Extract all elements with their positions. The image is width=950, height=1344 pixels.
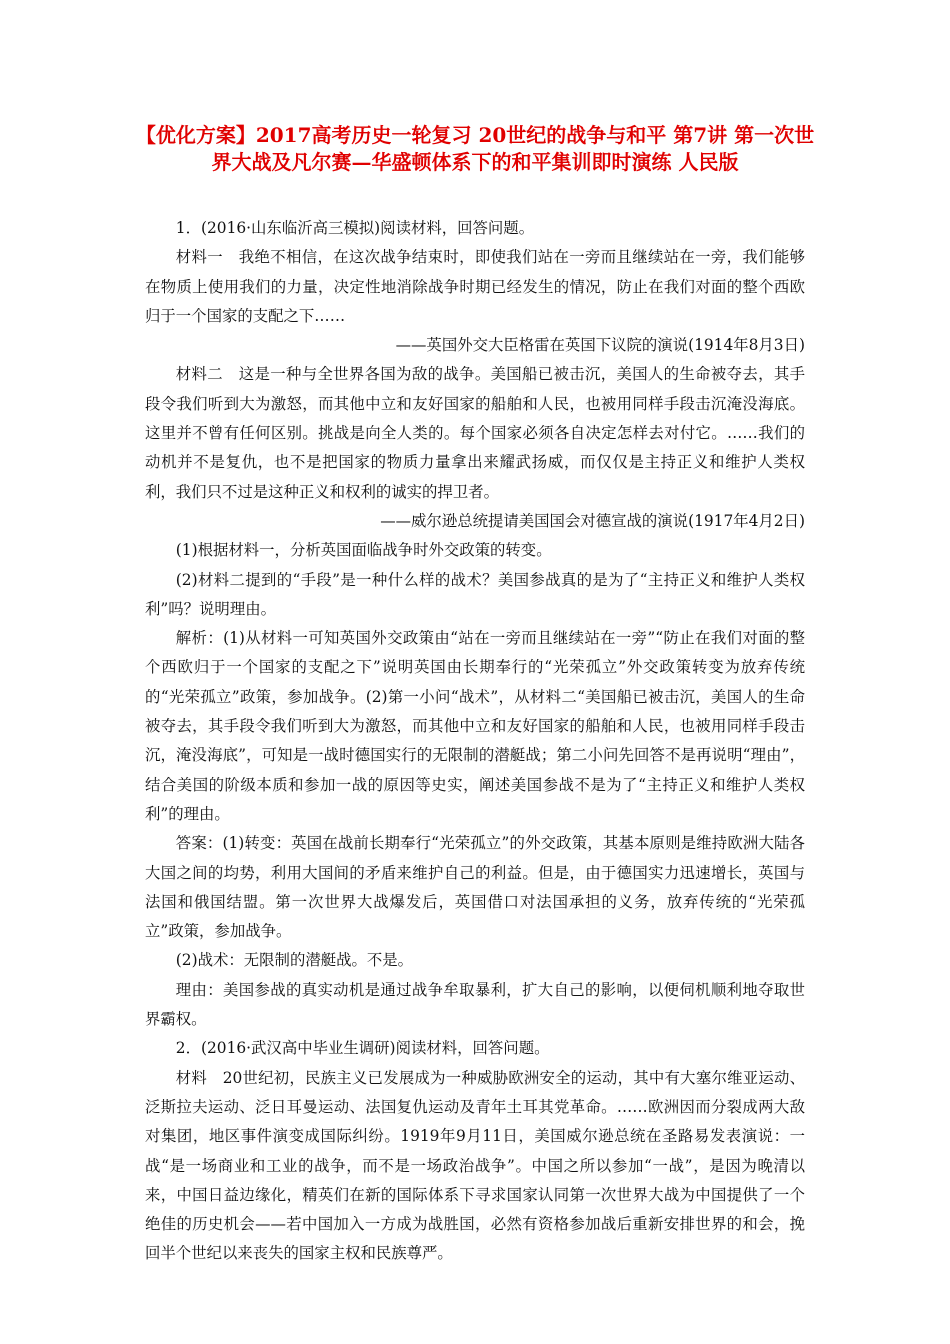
paragraph: 答案：(1)转变：英国在战前长期奉行“光荣孤立”的外交政策，其基本原则是维持欧洲大陆各大国之间的均势，利用大国间的矛盾来维护自己的利益。但是，由于德国实力迅速增长，英国与法国和俄国结盟。第一次世界大战爆发后，英国借口对法国承担的义务，放弃传统的“光荣孤立”政策，参加战争。	[145, 834, 805, 941]
paragraph: 理由：美国参战的真实动机是通过战争牟取暴利，扩大自己的影响，以便伺机顺利地夺取世界霸权。	[145, 980, 805, 1029]
paragraph: (2)材料二提到的“手段”是一种什么样的战术？美国参战真的是为了“主持正义和维护人类权利”吗？说明理由。	[145, 570, 805, 618]
paragraph: 解析：(1)从材料一可知英国外交政策由“站在一旁而且继续站在一旁”“防止在我们对面的整个西欧归于一个国家的支配之下”说明英国由长期奉行的“光荣孤立”外交政策转变为放弃传统的“光荣孤立”政策，参加战争。(2)第一小问“战术”，从材料二“美国船已被击沉，美国人的生命被夺去，其手段令我们听到大为激怒，而其他中立和友好国家的船舶和人民，也被用同样手段击沉，淹没海底”，可知是一战时德国实行的无限制的潜艇战；第二小问先回答不是再说明“理由”，结合美国的阶级本质和参加一战的原因等史实，阐述美国参战不是为了“主持正义和维护人类权利”的理由。	[145, 629, 805, 823]
paragraph: (2)战术：无限制的潜艇战。不是。	[175, 951, 414, 970]
source-citation: ——英国外交大臣格雷在英国下议院的演说(1914年8月3日)	[395, 336, 805, 355]
document-title: 【优化方案】2017高考历史一轮复习 20世纪的战争与和平 第7讲 第一次世界大战及凡尔赛—华盛顿体系下的和平集训即时演练 人民版	[135, 123, 815, 174]
paragraph: 1．(2016·山东临沂高三模拟)阅读材料，回答问题。	[175, 219, 535, 237]
source-citation: ——威尔逊总统提请美国国会对德宣战的演说(1917年4月2日)	[380, 511, 805, 530]
paragraph: 材料 20世纪初，民族主义已发展成为一种威胁欧洲安全的运动，其中有大塞尔维亚运动、泛斯拉夫运动、泛日耳曼运动、法国复仇运动及青年土耳其党革命。……欧洲因而分裂成两大敌对集团，地区事件演变成国际纠纷。1919年9月11日，美国威尔逊总统在圣路易发表演说：一战“是一场商业和工业的战争，而不是一场政治战争”。中国之所以参加“一战”，是因为晚清以来，中国日益边缘化，精英们在新的国际体系下寻求国家认同第一次世界大战为中国提供了一个绝佳的历史机会——若中国加入一方成为战胜国，必然有资格参加战后重新安排世界的和会，挽回半个世纪以来丧失的国家主权和民族尊严。	[145, 1068, 805, 1263]
paragraph: 材料一 我绝不相信，在这次战争结束时，即使我们站在一旁而且继续站在一旁，我们能够在物质上使用我们的力量，决定性地消除战争时期已经发生的情况，防止在我们对面的整个西欧归于一个国家的支配之下……	[145, 248, 805, 325]
paragraph: 材料二 这是一种与全世界各国为敌的战争。美国船已被击沉，美国人的生命被夺去，其手段令我们听到大为激怒，而其他中立和友好国家的船舶和人民，也被用同样手段击沉淹没海底。这里并不曾有任何区别。挑战是向全人类的。每个国家必须各自决定怎样去对付它。……我们的动机并不是复仇，也不是把国家的物质力量拿出来耀武扬威，而仅仅是主持正义和维护人类权利，我们只不过是这种正义和权利的诚实的捍卫者。	[145, 365, 805, 501]
paragraph: 2．(2016·武汉高中毕业生调研)阅读材料，回答问题。	[175, 1039, 550, 1058]
document-body	[145, 214, 805, 1269]
paragraph: (1)根据材料一，分析英国面临战争时外交政策的转变。	[175, 541, 552, 560]
